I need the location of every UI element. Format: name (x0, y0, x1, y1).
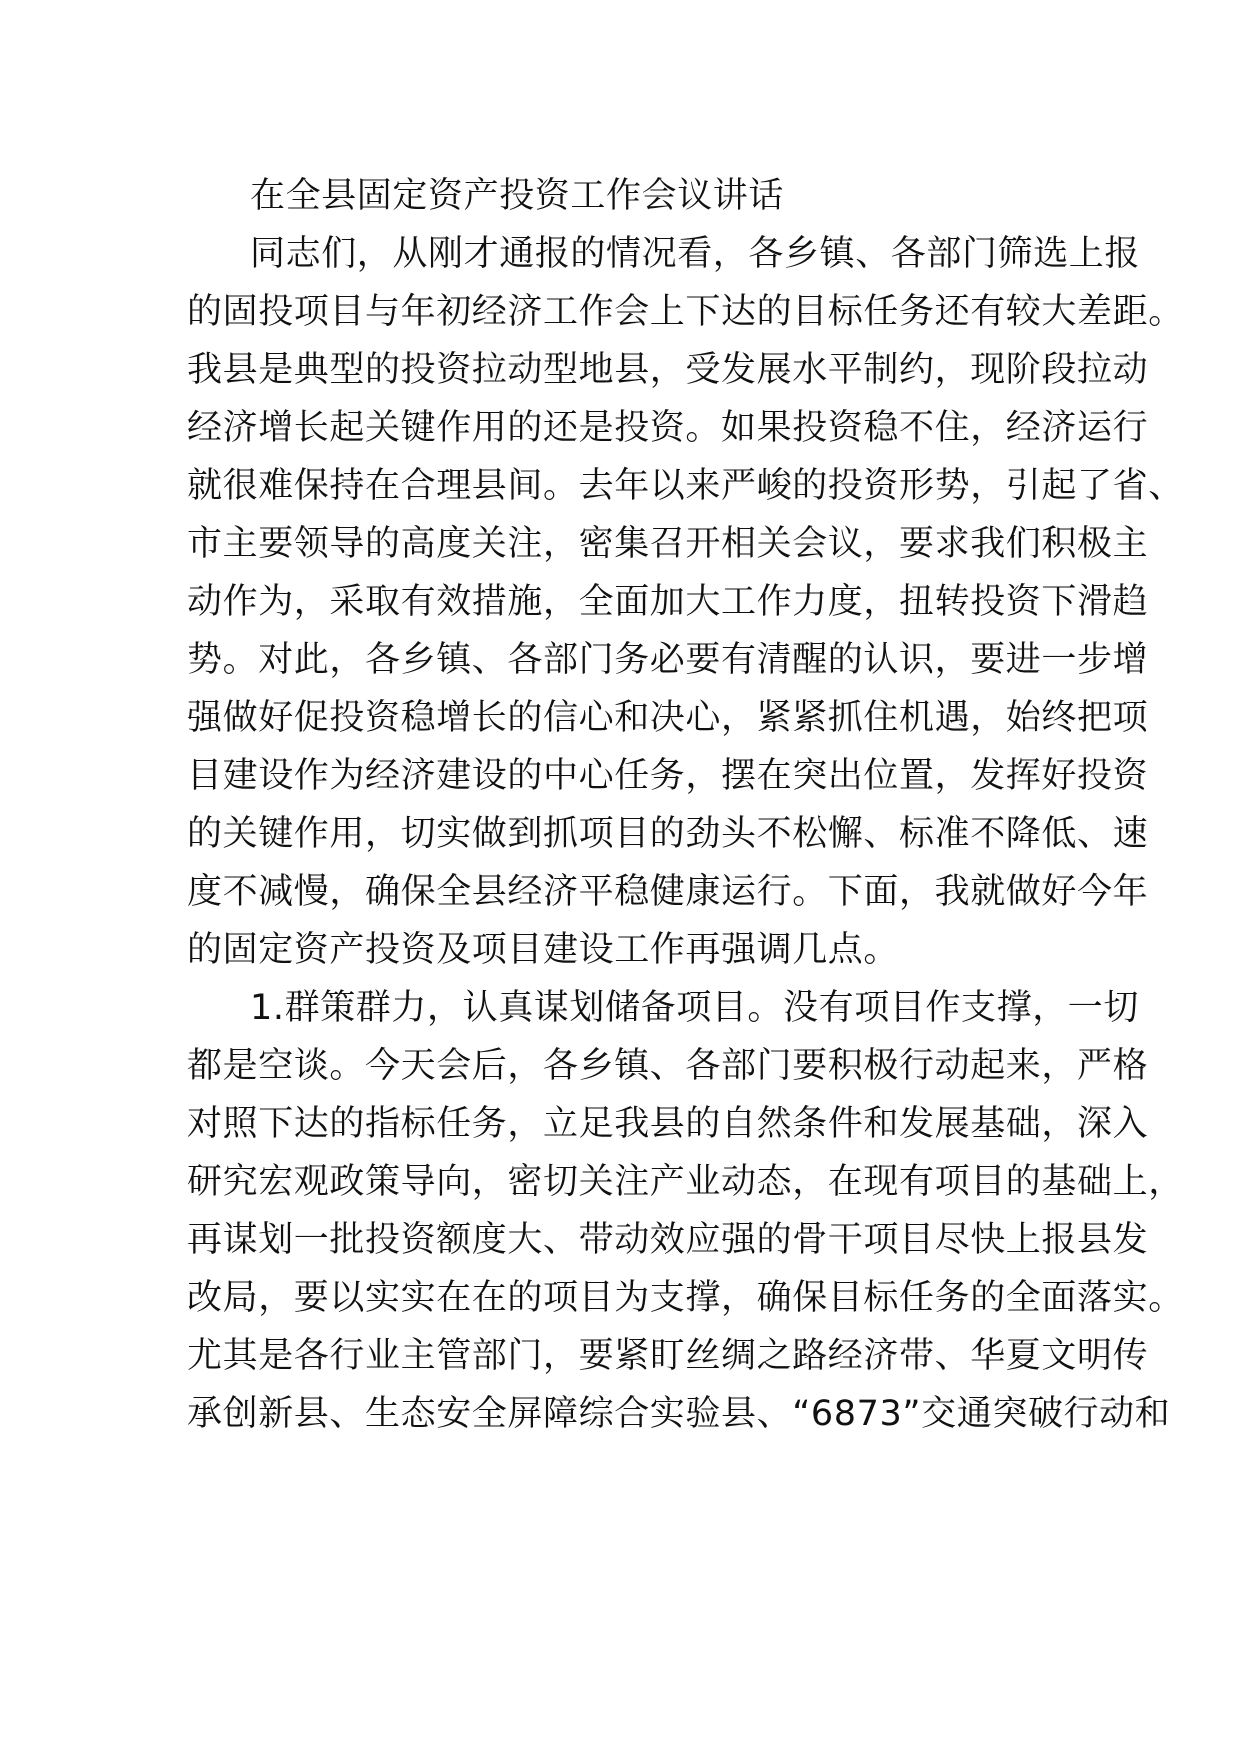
paragraph-line: 目建设作为经济建设的中心任务，摆在突出位置，发挥好投资 (187, 756, 1149, 796)
paragraph-line: 尤其是各行业主管部门，要紧盯丝绸之路经济带、华夏文明传 (187, 1336, 1149, 1376)
paragraph-line: 同志们，从刚才通报的情况看，各乡镇、各部门筛选上报 (250, 234, 1141, 274)
paragraph-line: 我县是典型的投资拉动型地县，受发展水平制约，现阶段拉动 (187, 350, 1149, 390)
paragraph-line: 势。对此，各乡镇、各部门务必要有清醒的认识，要进一步增 (187, 640, 1149, 680)
paragraph-line: 市主要领导的高度关注，密集召开相关会议，要求我们积极主 (187, 524, 1149, 564)
paragraph-line: 的固定资产投资及项目建设工作再强调几点。 (187, 930, 900, 970)
paragraph-line: 动作为，采取有效措施，全面加大工作力度，扭转投资下滑趋 (187, 582, 1149, 622)
paragraph-line: 1.群策群力，认真谋划储备项目。没有项目作支撑，一切 (250, 988, 1139, 1028)
paragraph-line: 的关键作用，切实做到抓项目的劲头不松懈、标准不降低、速 (187, 814, 1149, 854)
paragraph-line: 都是空谈。今天会后，各乡镇、各部门要积极行动起来，严格 (187, 1046, 1149, 1086)
paragraph-line: 度不减慢，确保全县经济平稳健康运行。下面，我就做好今年 (187, 872, 1149, 912)
paragraph-line: 强做好促投资稳增长的信心和决心，紧紧抓住机遇，始终把项 (187, 698, 1149, 738)
paragraph-line: 改局，要以实实在在的项目为支撑，确保目标任务的全面落实。 (187, 1278, 1184, 1318)
paragraph-line: 的固投项目与年初经济工作会上下达的目标任务还有较大差距。 (187, 292, 1184, 332)
paragraph-line: 经济增长起关键作用的还是投资。如果投资稳不住，经济运行 (187, 408, 1149, 448)
paragraph-line: 对照下达的指标任务，立足我县的自然条件和发展基础，深入 (187, 1104, 1149, 1144)
paragraph-line: 就很难保持在合理县间。去年以来严峻的投资形势，引起了省、 (187, 466, 1184, 506)
paragraph-line: 再谋划一批投资额度大、带动效应强的骨干项目尽快上报县发 (187, 1220, 1149, 1260)
paragraph-line: 研究宏观政策导向，密切关注产业动态，在现有项目的基础上， (187, 1162, 1184, 1202)
paragraph-line: 承创新县、生态安全屏障综合实验县、“6873”交通突破行动和 (187, 1394, 1171, 1434)
document-title: 在全县固定资产投资工作会议讲话 (250, 176, 785, 216)
